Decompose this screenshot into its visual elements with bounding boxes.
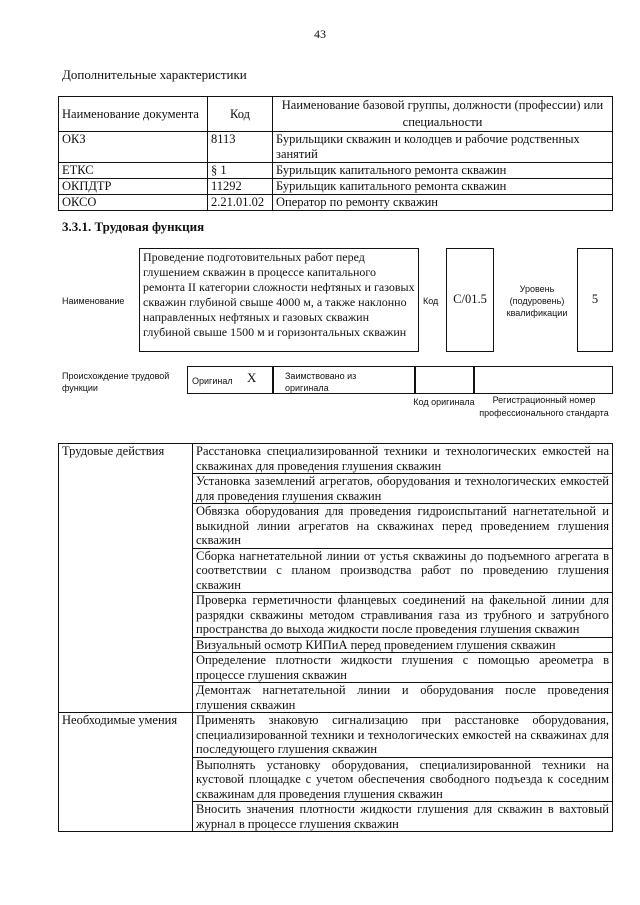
reg-number-label: Регистрационный номер профессионального стандарта xyxy=(479,395,609,418)
table-row xyxy=(59,713,613,758)
section-title: Дополнительные характеристики xyxy=(62,67,247,82)
labor-action-item: Демонтаж нагнетательной линии и оборудования после проведения глушения скважин xyxy=(193,683,613,713)
function-name: Проведение подготовительных работ перед глушением скважин в процессе капитального ремонта II категории сложности нефтяных и газовых скважин глубиной свыше 4000 м, а также наклонно направленных нефтяных и газовых скважин глубиной свыше 1500 м и горизонтальных скважин xyxy=(143,250,415,339)
table-row xyxy=(59,444,613,474)
original-mark: X xyxy=(247,370,257,385)
skill-item: Вносить значения плотности жидкости глушения для скважин в вахтовый журнал в процессе глушения скважин xyxy=(193,802,613,832)
header-group-name: Наименование базовой группы, должности (профессии) или специальности xyxy=(273,97,613,132)
function-details-table xyxy=(58,443,613,832)
header-document-name: Наименование документа xyxy=(59,97,208,132)
name-label: Наименование xyxy=(62,296,125,306)
labor-action-item: Определение плотности жидкости глушения с помощью ареометра в процессе глушения скважин xyxy=(193,653,613,683)
document-code: 8113 xyxy=(208,132,273,163)
document-code: 11292 xyxy=(208,179,273,195)
labor-actions-label: Трудовые действия xyxy=(59,444,193,713)
skill-item: Выполнять установку оборудования, специализированной техники на кустовой площадке с учетом обеспечения свободного подъезда к соседним скважинам для проведения глушения скважин xyxy=(193,757,613,802)
document-name: ОКЗ xyxy=(59,132,208,163)
labor-action-item: Расстановка специализированной техники и технологических емкостей на скважинах для проведения глушения скважин xyxy=(193,444,613,474)
group-name: Бурильщики скважин и колодцев и рабочие родственных занятий xyxy=(273,132,613,163)
original-code-cell xyxy=(415,366,474,394)
original-label: Оригинал xyxy=(192,376,233,386)
function-code: C/01.5 xyxy=(453,292,487,306)
document-name: ОКСО xyxy=(59,195,208,211)
header-code: Код xyxy=(208,97,273,132)
code-original-label: Код оригинала xyxy=(413,397,475,407)
labor-action-item: Сборка нагнетательной линии от устья скважины до подъемного агрегата в соответствии с планом производства работ по проведению глушения скважин xyxy=(193,548,613,593)
code-label: Код xyxy=(423,296,439,306)
qualification-level-label: Уровень (подуровень) квалификации xyxy=(506,284,568,318)
document-code: 2.21.01.02 xyxy=(208,195,273,211)
page-number: 43 xyxy=(314,27,326,41)
skills-label: Необходимые умения xyxy=(59,713,193,832)
reg-number-cell xyxy=(474,366,613,394)
table-row xyxy=(59,179,613,195)
document-codes-table xyxy=(58,96,613,211)
table-row xyxy=(59,132,613,163)
borrowed-label: Заимствовано из оригинала xyxy=(285,371,357,393)
skill-item: Применять знаковую сигнализацию при расстановке оборудования, специализированной техники и технологических емкостей на скважинах для последующего глушения скважин xyxy=(193,713,613,758)
labor-action-item: Визуальный осмотр КИПиА перед проведением глушения скважин xyxy=(193,637,613,653)
table-header-row xyxy=(59,97,613,132)
qualification-level: 5 xyxy=(591,292,599,306)
group-name: Бурильщик капитального ремонта скважин xyxy=(273,163,613,179)
document-name: ЕТКС xyxy=(59,163,208,179)
labor-function-title: 3.3.1. Трудовая функция xyxy=(62,219,205,234)
table-row xyxy=(59,195,613,211)
labor-action-item: Обвязка оборудования для проведения гидроиспытаний нагнетательной и выкидной линии агрегатов на скважинах перед проведением глушения скважин xyxy=(193,504,613,549)
document-name: ОКПДТР xyxy=(59,179,208,195)
group-name: Оператор по ремонту скважин xyxy=(273,195,613,211)
labor-action-item: Установка заземлений агрегатов, оборудования и технологических емкостей для проведения глушения скважин xyxy=(193,474,613,504)
origin-label: Происхождение трудовой функции xyxy=(62,371,170,393)
table-row xyxy=(59,163,613,179)
labor-action-item: Проверка герметичности фланцевых соединений на факельной линии для разрядки скважины методом стравливания газа из трубного и затрубного пространства до выхода жидкости после проведения глушения скважин xyxy=(193,593,613,638)
group-name: Бурильщик капитального ремонта скважин xyxy=(273,179,613,195)
document-code: § 1 xyxy=(208,163,273,179)
